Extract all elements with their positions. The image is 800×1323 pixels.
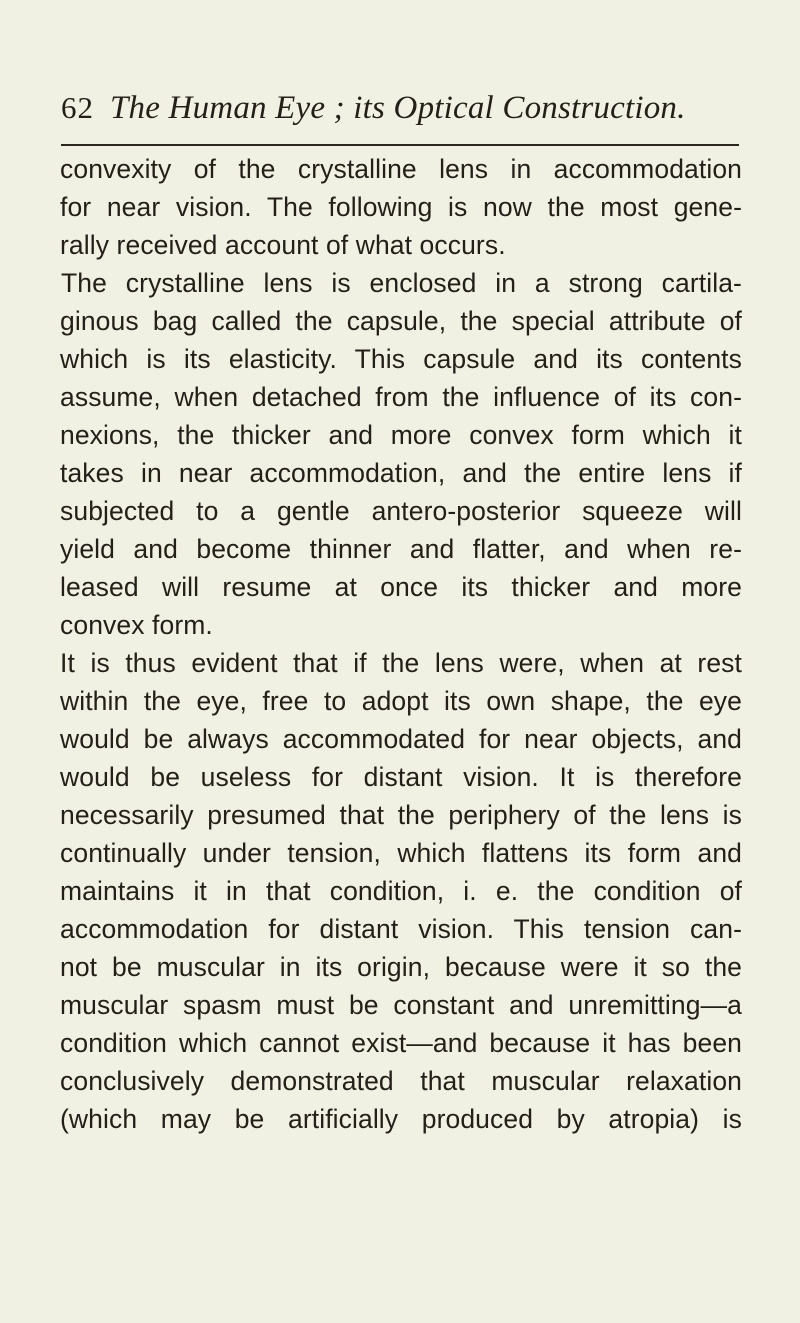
paragraph-first-line: It is thus evident that if the lens were, when at rest [60,648,742,678]
text-line: convexity of the crystalline lens in accommodation [60,154,742,184]
text-line: would be always accommodated for near objects, and [60,724,742,754]
text-line: muscular spasm must be constant and unremitting—a [60,990,742,1020]
text-line: conclusively demonstrated that muscular relaxation [60,1066,742,1096]
text-line: would be useless for distant vision. It is therefore [60,762,742,792]
text-line: subjected to a gentle antero-posterior squeeze will [60,496,742,526]
text-line: necessarily presumed that the periphery of the lens is [60,800,742,830]
text-line: nexions, the thicker and more convex form which it [60,420,742,450]
body-text [60,150,742,1138]
text-line: condition which cannot exist—and because it has been [60,1028,742,1058]
text-line: maintains it in that condition, i. e. the condition of [60,876,742,906]
text-line: which is its elasticity. This capsule and its contents [60,344,742,374]
text-line: leased will resume at once its thicker and more [60,572,742,602]
text-line: not be muscular in its origin, because were it so the [60,952,742,982]
text-line: for near vision. The following is now the most gene- [60,192,742,222]
running-title: The Human Eye ; its Optical Construction. [110,90,686,126]
page-header [61,88,741,140]
text-line: assume, when detached from the influence of its con- [60,382,742,412]
text-line: takes in near accommodation, and the entire lens if [60,458,742,488]
text-line: ginous bag called the capsule, the special attribute of [60,306,742,336]
page-number: 62 [61,90,94,125]
header-rule [61,144,739,146]
text-line: (which may be artificially produced by atropia) is [60,1104,742,1134]
text-line: accommodation for distant vision. This tension can- [60,914,742,944]
text-line: continually under tension, which flattens its form and [60,838,742,868]
text-line: convex form. [60,610,213,640]
paragraph-first-line: The crystalline lens is enclosed in a strong cartila- [61,268,742,298]
text-line: yield and become thinner and flatter, and when re- [60,534,742,564]
text-line: rally received account of what occurs. [60,230,506,260]
text-line: within the eye, free to adopt its own shape, the eye [60,686,742,716]
